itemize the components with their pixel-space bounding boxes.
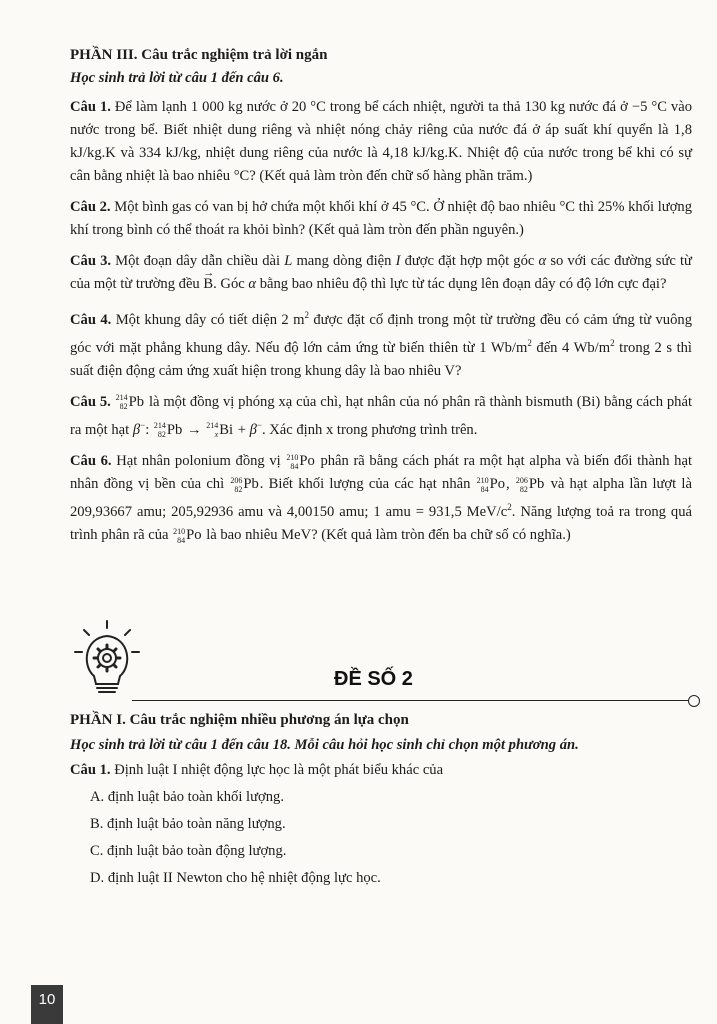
q3-symbol-I: I (395, 253, 401, 269)
q5-beta-2: β (249, 421, 257, 438)
reaction-plus: + (237, 421, 246, 438)
q4-text-a: Một khung dây có tiết diện 2 m (115, 311, 305, 328)
question-6 (70, 450, 692, 547)
question-2 (70, 196, 692, 242)
part1-heading: PHẦN I. Câu trắc nghiệm nhiều phương án lựa chọn (70, 712, 409, 728)
question-5-label: Câu 5. (70, 393, 111, 410)
q5-beta-sign: − (140, 419, 146, 430)
element-symbol: Pb (128, 393, 145, 410)
option-d: D. định luật II Newton cho hệ nhiệt động lực học. (90, 870, 381, 886)
q3-text-a: Một đoạn dây dẫn chiều dài (115, 253, 281, 269)
mass-number: 214 (115, 393, 128, 403)
page-number: 10 (31, 985, 63, 1024)
q4-text-d: trong 2 s thì suất điện động cảm ứng xuất hiện trong khung dây là bao nhiêu V? (70, 339, 692, 379)
q6-text-e: . Năng lượng toả ra trong quá trình phân rã của (70, 504, 693, 544)
nuclide-bi214 (206, 419, 233, 442)
exam2-header (62, 618, 702, 708)
part3-instruction: Học sinh trả lời từ câu 1 đến câu 6. (70, 70, 284, 86)
q3-text-b: mang dòng điện (296, 253, 392, 269)
element-symbol: Bi (219, 421, 234, 438)
divider-end-circle (688, 695, 700, 707)
q4-text-c: đến 4 Wb/m (536, 339, 611, 356)
part1-section (70, 708, 700, 893)
mass-number: 210 (476, 475, 489, 485)
element-symbol: Pb (528, 476, 545, 493)
atomic-number: 84 (290, 461, 299, 471)
part1-instruction: Học sinh trả lời từ câu 1 đến câu 18. Mỗi câu hỏi học sinh chỉ chọn một phương án. (70, 737, 579, 753)
q3-text-c: được đặt hợp một góc (404, 253, 535, 269)
question-2-label: Câu 2. (70, 199, 111, 215)
nuclide-pb214 (116, 391, 144, 414)
q3-symbol-L: L (284, 253, 293, 269)
atomic-number: 82 (119, 402, 128, 412)
atomic-number: 84 (480, 484, 489, 494)
part3-section (70, 44, 692, 555)
atomic-number: 84 (177, 535, 186, 545)
q6-text-c: . Biết khối lượng của các hạt nhân (259, 476, 471, 493)
nuclide-po210 (286, 450, 314, 473)
q6-comma: , (506, 476, 510, 493)
option-a: A. định luật bảo toàn khối lượng. (90, 789, 284, 805)
mass-number: 210 (173, 526, 186, 536)
q5-beta: β (132, 421, 141, 438)
q3-vector-B: → B (203, 273, 213, 296)
question-2-text: Một bình gas có van bị hở chứa một khối khí ở 45 °C. Ở nhiệt độ bao nhiêu °C thì 25% khối lượng khí trong bình có thể thoát ra khỏi bình? (Kết quả làm tròn đến phần nguyên.) (70, 199, 693, 238)
q5-colon: : (145, 421, 150, 438)
atomic-number: 82 (519, 484, 528, 494)
nuclide-pb206-2 (516, 473, 544, 496)
option-c: C. định luật bảo toàn động lượng. (90, 843, 287, 859)
q5-text-c: . Xác định x trong phương trình trên. (261, 421, 478, 438)
q3-text-f: bằng bao nhiêu độ thì lực từ tác dụng lên đoạn dây có độ lớn cực đại? (259, 276, 667, 292)
reaction-arrow: → (186, 421, 202, 438)
q6-text-a: Hạt nhân polonium đồng vị (116, 452, 281, 469)
q4-text-b: được đặt cố định trong một từ trường đều có cảm ứng từ vuông góc với mặt phẳng khung dây. Nếu độ lớn cảm ứng từ biến thiên từ 1 Wb/m (70, 311, 692, 356)
q5-text-a: là một đồng vị phóng xạ của chì, hạt nhân của nó phân rã thành bismuth (Bi) bằng cách phát ra một hạt (70, 393, 693, 438)
question-6-label: Câu 6. (70, 452, 112, 469)
q3-symbol-alpha: α (538, 253, 547, 269)
mass-number: 206 (230, 475, 243, 485)
q5-beta-sign-2: − (256, 419, 262, 430)
q6-text-f: là bao nhiêu MeV? (Kết quả làm tròn đến ba chữ số có nghĩa.) (206, 527, 571, 544)
exam2-question-1-text: Định luật I nhiệt động lực học là một phát biểu khác của (114, 762, 444, 778)
nuclide-pb206 (230, 473, 258, 496)
mass-number: 214 (153, 421, 166, 431)
mass-number: 206 (515, 475, 528, 485)
q6-text-b: phân rã bằng cách phát ra một hạt alpha và biến đổi thành hạt nhân đồng vị bền của chì (70, 452, 692, 493)
mass-number: 210 (286, 452, 299, 462)
q4-sup-3: 2 (610, 337, 615, 348)
q3-text-d: so với các đường sức từ của một từ trường đều (70, 253, 692, 292)
lightbulb-gear-icon (72, 618, 142, 700)
element-symbol: Po (299, 453, 315, 470)
q4-sup-2: 2 (527, 337, 532, 348)
atomic-number-x: x (214, 430, 219, 440)
question-4 (70, 304, 692, 383)
q6-text-d: và hạt alpha lần lượt là 209,93667 amu; 205,92936 amu và 4,00150 amu; 1 amu = 931,5 MeV/c (70, 476, 692, 521)
part3-heading: PHẦN III. Câu trắc nghiệm trả lời ngắn (70, 47, 328, 63)
question-4-label: Câu 4. (70, 311, 112, 328)
question-3-label: Câu 3. (70, 253, 112, 269)
question-1-text: Để làm lạnh 1 000 kg nước ở 20 °C trong bể cách nhiệt, người ta thả 130 kg nước đá ở −5 °C vào nước trong bể. Biết nhiệt dung riêng và nhiệt nóng chảy riêng của nước đá ở áp suất khí quyển là 1,8 kJ/kg.K và 334 kJ/kg, nhiệt dung riêng của nước là 4,18 kJ/kg.K. Nhiệt độ của nước trong bể khi có sự cân bằng nhiệt là bao nhiêu °C? (Kết quả làm tròn đến chữ số hàng phần trăm.) (70, 99, 692, 184)
header-divider (132, 700, 692, 701)
nuclide-pb214-eq (154, 419, 182, 442)
q4-sup-1: 2 (304, 310, 309, 320)
exam2-question-1 (70, 758, 700, 783)
q6-sup: 2 (507, 502, 512, 513)
atomic-number: 82 (234, 484, 243, 494)
element-symbol: Pb (166, 421, 183, 438)
question-1-label: Câu 1. (70, 99, 111, 115)
question-1 (70, 96, 692, 188)
nuclide-po210-3 (173, 524, 201, 547)
q3-symbol-alpha-2: α (248, 276, 257, 292)
question-3 (70, 250, 692, 296)
exam2-question-1-label: Câu 1. (70, 762, 111, 778)
q3-text-e: . Góc (213, 276, 245, 292)
exam-title: ĐỀ SỐ 2 (334, 668, 413, 690)
element-symbol: Po (489, 476, 506, 493)
question-5 (70, 391, 692, 442)
atomic-number: 82 (157, 430, 166, 440)
element-symbol: Po (186, 527, 202, 544)
mass-number: 214 (206, 421, 219, 431)
option-b: B. định luật bảo toàn năng lượng. (90, 816, 286, 832)
nuclide-po210-2 (477, 473, 505, 496)
element-symbol: Pb (243, 476, 259, 493)
